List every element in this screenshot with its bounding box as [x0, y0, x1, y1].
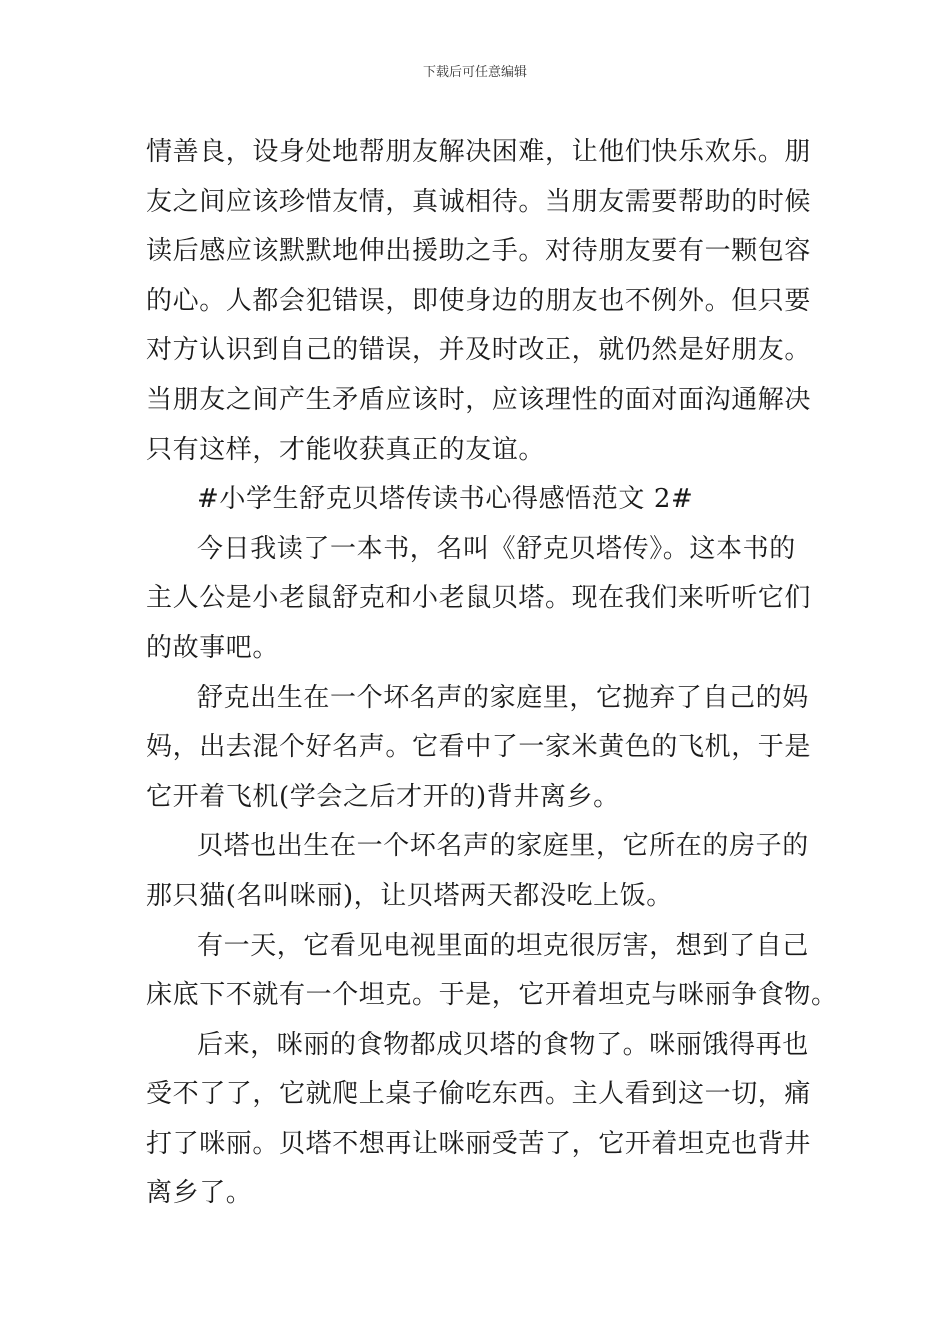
text-line: 的故事吧。: [146, 632, 280, 663]
text-line: 主人公是小老鼠舒克和小老鼠贝塔。现在我们来听听它们: [146, 583, 812, 614]
text-line: 受不了了，它就爬上桌子偷吃东西。主人看到这一切，痛: [146, 1079, 812, 1110]
page-header-note: 下载后可任意编辑: [422, 65, 527, 80]
text-line: 情善良，设身处地帮朋友解决困难，让他们快乐欢乐。朋: [146, 137, 812, 167]
paragraph-first-line: 舒克出生在一个坏名声的家庭里，它抛弃了自己的妈: [197, 682, 809, 713]
text-line: 当朋友之间产生矛盾应该时，应该理性的面对面沟通解决: [146, 384, 812, 415]
text-line: 只有这样，才能收获真正的友谊。: [146, 434, 546, 465]
paragraph-first-line: 后来，咪丽的食物都成贝塔的食物了。咪丽饿得再也: [197, 1029, 809, 1060]
paragraph-first-line: 今日我读了一本书，名叫《舒克贝塔传》。这本书的: [197, 533, 796, 564]
paragraph-first-line: 有一天，它看见电视里面的坦克很厉害，想到了自己: [197, 930, 809, 961]
section-heading: #小学生舒克贝塔传读书心得感悟范文 2#: [197, 484, 694, 515]
text-line: 它开着飞机(学会之后才开的)背井离乡。: [146, 781, 620, 812]
text-line: 的心。人都会犯错误，即使身边的朋友也不例外。但只要: [146, 285, 812, 316]
document-body: [146, 128, 838, 1219]
text-line: 对方认识到自己的错误，并及时改正，就仍然是好朋友。: [146, 335, 812, 366]
text-line: 友之间应该珍惜友情，真诚相待。当朋友需要帮助的时候: [146, 186, 812, 217]
text-line: 床底下不就有一个坦克。于是，它开着坦克与咪丽争食物。: [146, 980, 838, 1011]
text-line: 妈，出去混个好名声。它看中了一家米黄色的飞机，于是: [146, 732, 812, 763]
text-line: 那只猫(名叫咪丽)，让贝塔两天都没吃上饭。: [146, 880, 673, 911]
text-line: 打了咪丽。贝塔不想再让咪丽受苦了，它开着坦克也背井: [146, 1128, 812, 1159]
text-line: 离乡了。: [146, 1178, 253, 1209]
text-line: 读后感应该默默地伸出援助之手。对待朋友要有一颗包容: [146, 236, 812, 267]
paragraph-first-line: 贝塔也出生在一个坏名声的家庭里，它所在的房子的: [197, 831, 809, 862]
